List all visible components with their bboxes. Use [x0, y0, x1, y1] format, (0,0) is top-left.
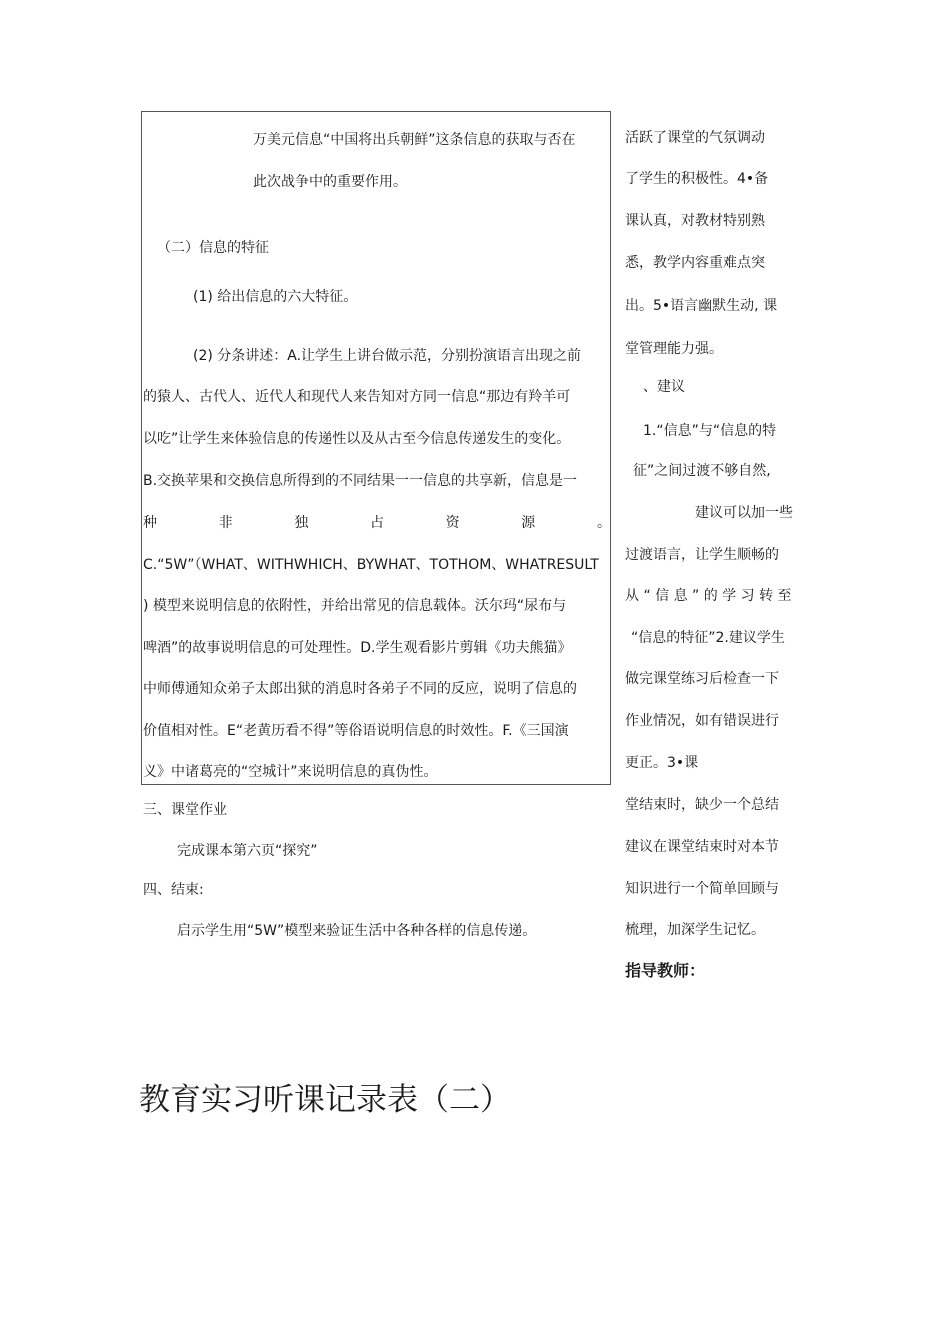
section-heading-features: （二）信息的特征 — [157, 240, 269, 256]
section-heading-homework: 三、课堂作业 — [143, 802, 227, 818]
comment-line: 建议可以加一些 — [695, 505, 793, 521]
spaced-line — [143, 513, 611, 533]
suggestion-heading: 、建议 — [643, 379, 685, 395]
box-line-8: B.交换苹果和交换信息所得到的不同结果一一信息的共享新，信息是一 — [143, 473, 578, 489]
comment-line: 梳理，加深学生记忆。 — [625, 922, 765, 938]
comment-line: 出。5•语言幽默生动, 课 — [625, 298, 778, 314]
box-line-7: 以吃”让学生来体验信息的传递性以及从古至今信息传递发生的变化。 — [143, 431, 571, 447]
comment-line: 知识进行一个简单回顾与 — [625, 881, 779, 897]
comment-line: 过渡语言，让学生顺畅的 — [625, 547, 779, 563]
comment-line: 作业情况，如有错误进行 — [625, 713, 779, 729]
comment-line: 征”之间过渡不够自然, — [633, 463, 771, 479]
instructor-label: 指导教师： — [625, 961, 706, 980]
box-line-9: C.“5W”（WHAT、WITHWHICH、BYWHAT、TOTHOM、WHATRESULT — [143, 557, 599, 573]
box-line-4: (1) 给出信息的六大特征。 — [193, 289, 358, 305]
spaced-char: 源 — [521, 515, 536, 531]
box-line-2: 此次战争中的重要作用。 — [253, 174, 407, 190]
box-line-11: 啤酒”的故事说明信息的可处理性。D.学生观看影片剪辑《功夫熊猫》 — [143, 640, 572, 656]
box-line-1: 万美元信息“中国将出兵朝鲜”这条信息的获取与否在 — [253, 132, 576, 148]
comment-line: 了学生的积极性。4•备 — [625, 171, 769, 187]
section-heading-ending: 四、结束: — [143, 882, 204, 898]
comment-line: 做完课堂练习后检查一下 — [625, 671, 779, 687]
spaced-char: 占 — [369, 515, 384, 531]
comment-line: 更正。3•课 — [625, 755, 699, 771]
comment-line: 建议在课堂结束时对本节 — [625, 839, 779, 855]
page-title: 教育实习听课记录表（二） — [139, 1082, 511, 1118]
box-line-6: 的猿人、古代人、近代人和现代人来告知对方同一信息“那边有羚羊可 — [143, 389, 571, 405]
comment-line: 悉，教学内容重难点突 — [625, 255, 765, 271]
comment-line: “信息的特征”2.建议学生 — [631, 630, 785, 646]
comment-line: 课认真，对教材特别熟 — [625, 213, 765, 229]
comment-line: 1.“信息”与“信息的特 — [643, 423, 777, 439]
comment-line: 活跃了课堂的气氛调动 — [625, 130, 765, 146]
spaced-char: 种 — [143, 515, 157, 531]
comment-line: 堂管理能力强。 — [625, 341, 723, 357]
comment-line: 堂结束时，缺少一个总结 — [625, 797, 779, 813]
spaced-char: 资 — [445, 515, 460, 531]
box-line-5: (2) 分条讲述：A.让学生上讲台做示范，分别扮演语言出现之前 — [193, 348, 582, 364]
ending-text: 启示学生用“5W”模型来验证生活中各种各样的信息传递。 — [177, 923, 537, 939]
box-line-13: 价值相对性。E“老黄历看不得”等俗语说明信息的时效性。F.《三国演 — [143, 723, 569, 739]
homework-text: 完成课本第六页“探究” — [177, 843, 318, 859]
spaced-char: 独 — [294, 515, 309, 531]
spaced-char: 非 — [218, 515, 233, 531]
box-line-14: 义》中诸葛亮的“空城计”来说明信息的真伪性。 — [143, 764, 438, 780]
box-line-12: 中师傅通知众弟子太郎出狱的消息时各弟子不同的反应，说明了信息的 — [143, 681, 577, 697]
spaced-char: 。 — [596, 515, 611, 531]
comment-line: 从 “ 信 息 ” 的 学 习 转 至 — [625, 588, 792, 604]
box-line-10: ) 模型来说明信息的依附性，并给出常见的信息载体。沃尔玛“尿布与 — [143, 598, 567, 614]
